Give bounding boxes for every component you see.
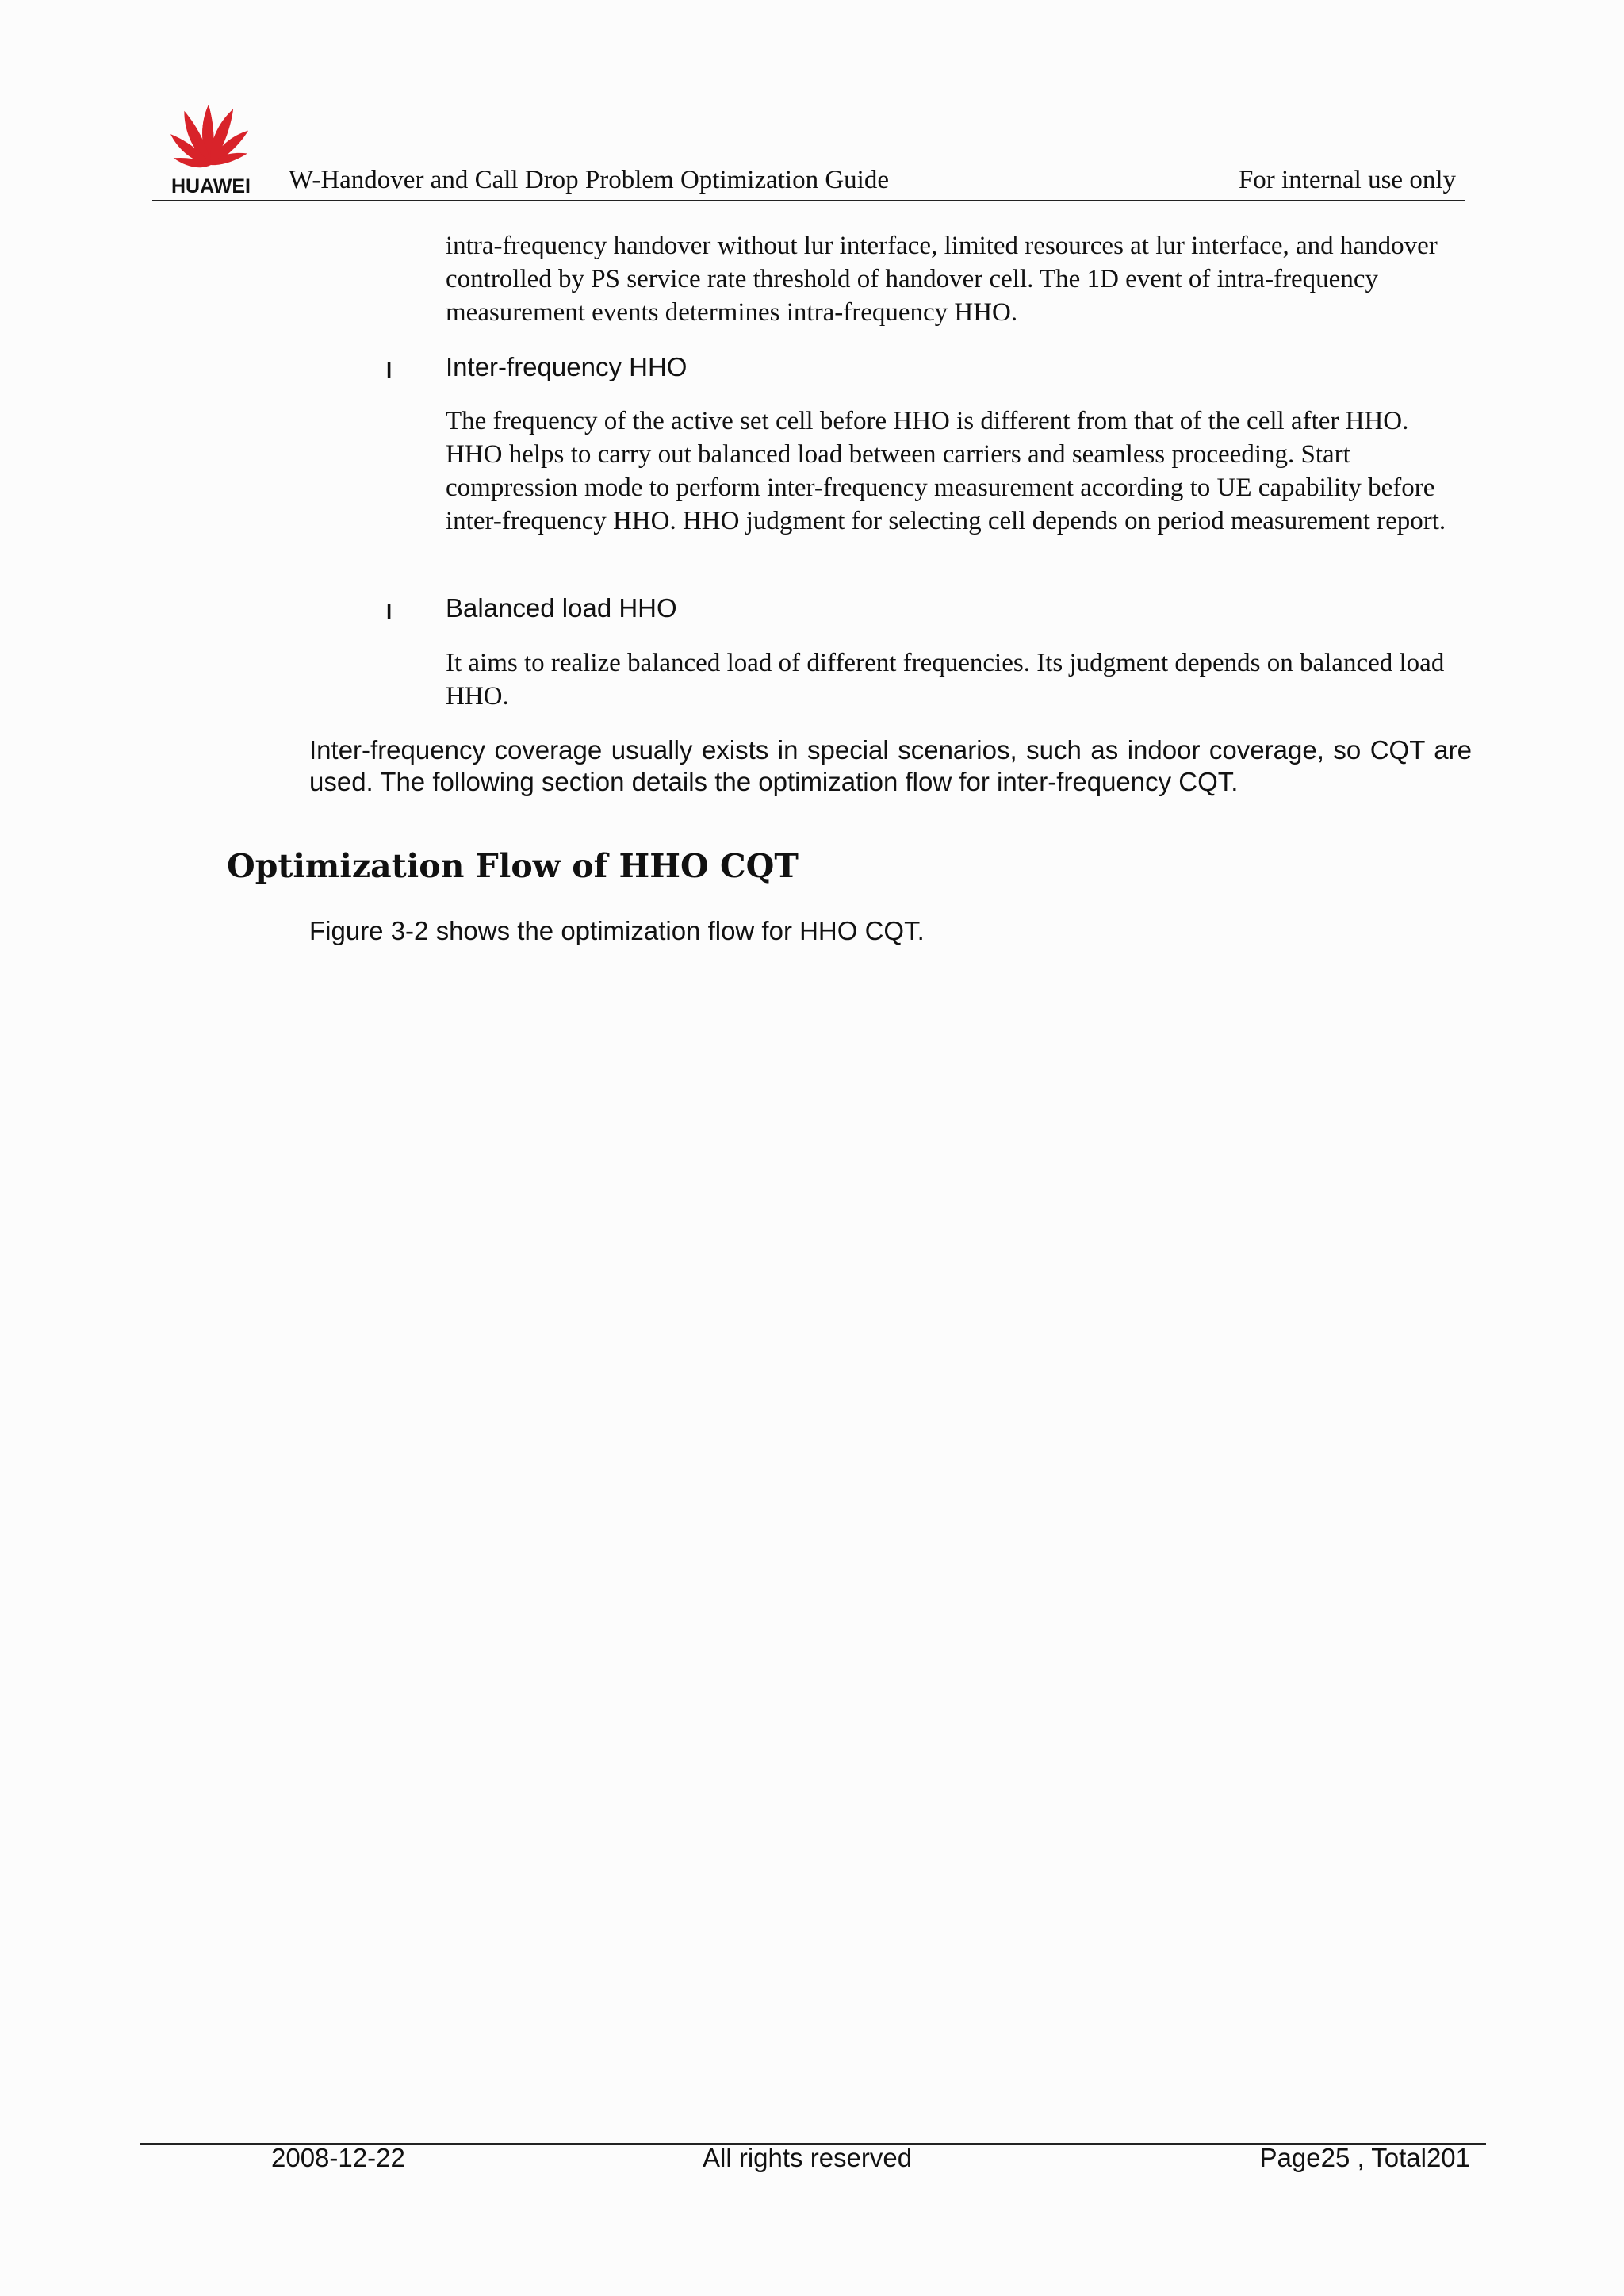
inter-frequency-description: The frequency of the active set cell before HHO is different from that of the cell after HHO. HHO helps to carry out balanced load between carriers and seamless proceeding. Start compression mode to perform inter-frequency measurement according to UE capability before inter-frequency HHO. HHO judgment for selecting cell depends on period measurement report.: [446, 407, 1446, 535]
huawei-logo: [157, 92, 265, 197]
balanced-load-description: It aims to realize balanced load of different frequencies. Its judgment depends on balanced load HHO.: [446, 649, 1445, 711]
section-heading: Optimization Flow of HHO CQT: [227, 847, 799, 885]
footer-page-info: Page25 , Total201: [1259, 2143, 1470, 2172]
intro-paragraph: intra-frequency handover without lur interface, limited resources at lur interface, and handover controlled by PS service rate threshold of handover cell. The 1D event of intra-frequency measurement events determines intra-frequency HHO.: [446, 232, 1438, 327]
figure-reference: Figure 3-2 shows the optimization flow for HHO CQT.: [309, 916, 925, 945]
classification-label: For internal use only: [1238, 166, 1456, 194]
document-title: W-Handover and Call Drop Problem Optimization Guide: [289, 166, 890, 194]
bullet-label-inter-frequency: Inter-frequency HHO: [446, 352, 688, 381]
footer-date: 2008-12-22: [271, 2143, 405, 2172]
bullet-label-balanced-load: Balanced load HHO: [446, 593, 677, 623]
bullet-marker: l: [386, 600, 393, 623]
bullet-marker: l: [386, 358, 393, 382]
coverage-paragraph: Inter-frequency coverage usually exists in special scenarios, such as indoor coverage, so CQT are used. The following section details the optimization flow for inter-frequency CQT.: [309, 735, 1472, 796]
footer-rights: All rights reserved: [703, 2143, 913, 2172]
header-divider: [152, 200, 1465, 201]
logo-wordmark: HUAWEI: [171, 175, 251, 197]
huawei-flower-icon: [157, 92, 265, 197]
